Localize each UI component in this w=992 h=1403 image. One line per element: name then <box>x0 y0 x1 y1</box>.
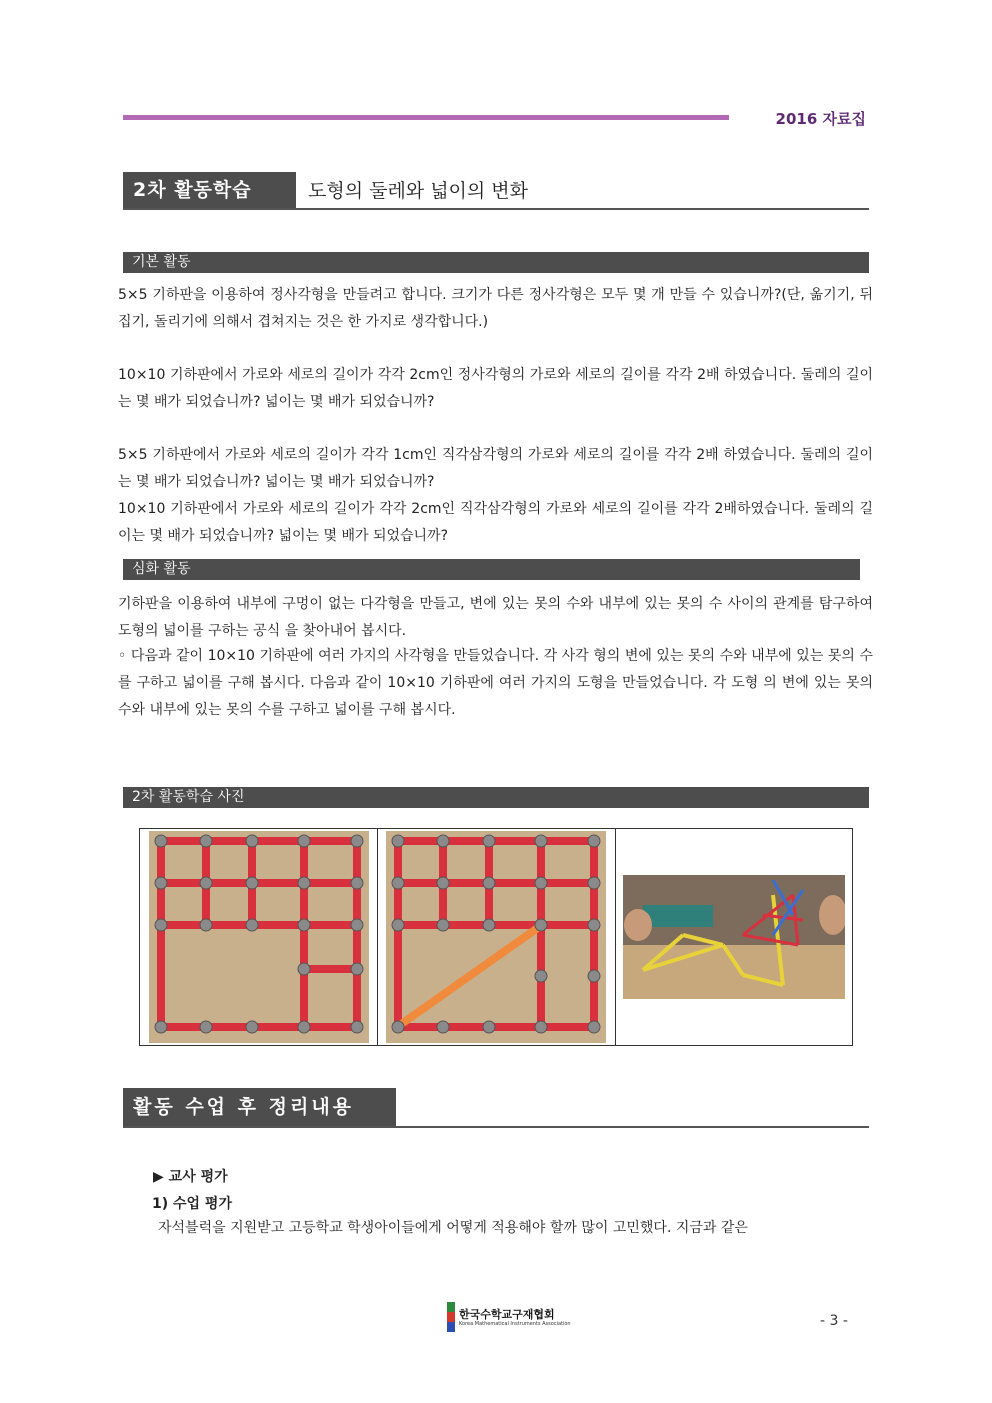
advanced-activity-label: 심화 활동 <box>123 559 860 580</box>
section-heading-activity <box>123 172 869 210</box>
basic-paragraph-1: 5×5 기하판을 이용하여 정사각형을 만들려고 합니다. 크기가 다른 정사각형은 모두 몇 개 만들 수 있습니까?(단, 옮기기, 뒤집기, 돌리기에 의해서 겹쳐지는 것은 한 가지로 생각합니다.) <box>118 287 873 330</box>
magnetic-grid-diagonal-photo <box>386 831 606 1043</box>
section-title: 도형의 둘레와 넓이의 변화 <box>308 180 529 202</box>
document-label: 2016 자료집 <box>775 110 866 128</box>
evaluation-text: 자석블럭을 지원받고 고등학교 학생아이들에게 어떻게 적용해야 할까 많이 고민했다. 지금과 같은 <box>158 1220 748 1236</box>
photos-label: 2차 활동학습 사진 <box>123 787 869 808</box>
photo-cell <box>378 829 616 1045</box>
3d-structure-photo <box>623 875 845 999</box>
basic-paragraph-2: 10×10 기하판에서 가로와 세로의 길이가 각각 2cm인 정사각형의 가로와 세로의 길이를 각각 2배 하였습니다. 둘레의 길이는 몇 배가 되었습니까? 넓이는 몇 배가 되었습니까? <box>118 367 873 410</box>
basic-activity-label: 기본 활동 <box>123 252 869 273</box>
photo-cell <box>140 829 378 1045</box>
evaluation-subheading: 1) 수업 평가 <box>152 1196 232 1212</box>
advanced-paragraph-1: 기하판을 이용하여 내부에 구멍이 없는 다각형을 만들고, 변에 있는 못의 수와 내부에 있는 못의 수 사이의 관계를 탐구하여 도형의 넓이를 구하는 공식 을 찾아내어 봅시다. <box>118 596 873 639</box>
basic-paragraph-4: 10×10 기하판에서 가로와 세로의 길이가 각각 2cm인 직각삼각형의 가로와 세로의 길이를 각각 2배하였습니다. 둘레의 길이는 몇 배가 되었습니까? 넓이는 몇 배가 되었습니까? <box>118 501 873 544</box>
magnetic-grid-photo <box>149 831 369 1043</box>
photo-cell <box>616 829 852 1045</box>
section-tag: 2차 활동학습 <box>123 172 296 208</box>
logo-title: 한국수학교구재협회 <box>459 1308 555 1321</box>
association-logo <box>445 1302 571 1332</box>
advanced-paragraph-2: ◦ 다음과 같이 10×10 기하판에 여러 가지의 사각형을 만들었습니다. 각 사각 형의 변에 있는 못의 수와 내부에 있는 못의 수를 구하고 넓이를 구해 봅시다. 다음과 같이 10×10 기하판에 여러 가지의 도형을 만들었습니다. 각 도형 의 변에 있는 못의 수와 내부에 있는 못의 수를 구하고 넓이를 구해 봅시다. <box>118 648 873 718</box>
logo-mark-icon <box>445 1302 457 1332</box>
section-tag: 활동 수업 후 정리내용 <box>123 1088 396 1126</box>
photo-table <box>139 828 853 1046</box>
basic-paragraph-3: 5×5 기하판에서 가로와 세로의 길이가 각각 1cm인 직각삼각형의 가로와 세로의 길이를 각각 2배 하였습니다. 둘레의 길이는 몇 배가 되었습니까? 넓이는 몇 배가 되었습니까? <box>118 447 873 490</box>
evaluation-heading: ▶ 교사 평가 <box>153 1169 228 1185</box>
header-accent-bar <box>123 115 729 120</box>
section-heading-summary <box>123 1088 869 1128</box>
logo-subtitle: Korea Mathematical Instruments Association <box>459 1321 571 1327</box>
page-number: - 3 - <box>820 1313 848 1329</box>
